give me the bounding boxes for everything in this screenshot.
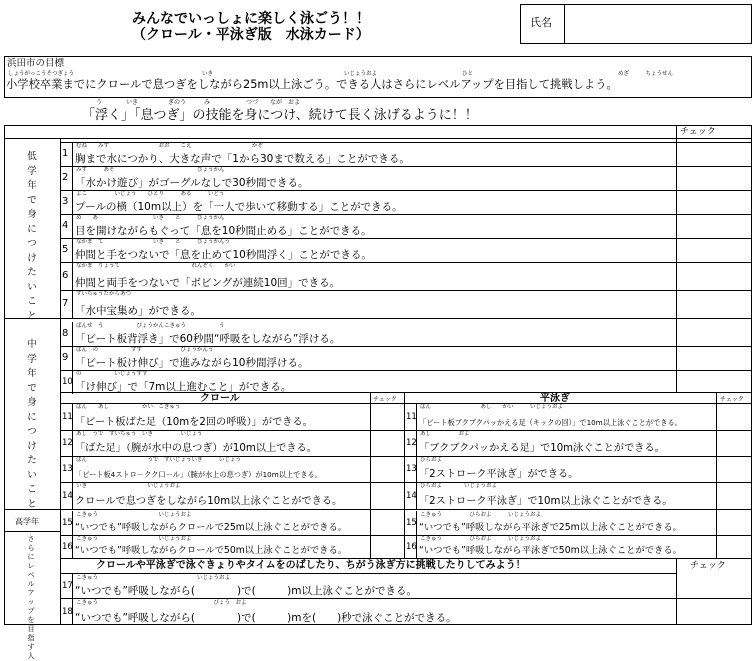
ruby: なかま りょうて れんぞく かい: [76, 263, 236, 269]
name-label: 氏名: [530, 16, 552, 29]
ruby: の いじょうすす: [76, 371, 148, 377]
check-header: チェック: [680, 127, 716, 137]
item-number: 11: [62, 411, 73, 422]
item-number: 11: [406, 411, 417, 422]
item-number: 13: [62, 464, 73, 474]
check-cell[interactable]: [370, 430, 404, 456]
ruby: めざ ちょうせん: [618, 71, 674, 77]
item-text: クロールで息つぎをしながら10m以上泳ぐことができる。: [75, 496, 343, 507]
ruby: あし およ: [420, 431, 470, 437]
item-text: 「ビート板背浮き」で60秒間“呼吸をしながら”浮ける。: [75, 333, 341, 345]
section-low: 低学年で身につけたいこと: [27, 151, 37, 322]
level-header: クロールや平泳ぎで泳ぐきょりやタイムをのばしたり、ちがう泳ぎ方に挑戦したりしてみよう！: [96, 560, 526, 571]
item-number: 17: [62, 581, 73, 591]
number-divider: [72, 290, 73, 318]
item-text: “いつでも”呼吸しながら平泳ぎで25m以上泳ぐことができる。: [419, 522, 682, 533]
item-text: 「ビート板4ストロ－クク口－ル」（腕が水上の息つぎ）が10m以上できる。: [75, 470, 322, 479]
check-cell[interactable]: [370, 482, 404, 509]
number-divider: [72, 262, 73, 290]
item-number: 12: [406, 438, 417, 448]
item-text: “いつでも”呼吸しながら平泳ぎで50m以上泳ぐことができる。: [419, 545, 682, 556]
number-divider: [72, 166, 73, 190]
ruby: いき いじょうおよ: [76, 483, 181, 489]
check-cell[interactable]: [676, 346, 752, 370]
item-number: 14: [406, 490, 417, 501]
item-text: 「水かけ遊び」がゴーグルなしで30秒間できる。: [75, 177, 309, 189]
check-cell[interactable]: [676, 322, 752, 346]
crawl-header: クロール: [200, 393, 240, 404]
item-text: “いつでも”呼吸しながら( )で( )mを( )秒で泳ぐことができる。: [75, 612, 457, 624]
item-text: 「ばた足」（腕が水中の息つぎ）が10m以上できる。: [75, 443, 317, 454]
slogan-text: 「浮く」「息つぎ」の技能を身につけ、続けて長く泳げるように！！: [82, 108, 478, 123]
item-number: 14: [62, 490, 73, 501]
check-header-breast: チェック: [720, 396, 744, 403]
ruby: め あ いき と びょうかん: [76, 215, 225, 221]
ruby: ばん うで すいじょういき いじょう: [76, 457, 242, 463]
item-text: 「ブクブクパッかえる足」で10m泳ぐことができる。: [419, 443, 665, 454]
breast-header: 平泳ぎ: [540, 393, 570, 404]
check-cell[interactable]: [716, 430, 752, 456]
check-cell[interactable]: [370, 403, 404, 430]
check-cell[interactable]: [676, 142, 752, 166]
ruby: いじょうおよ: [344, 71, 378, 77]
item-text: “いつでも”呼吸しながら( )で( )m以上泳ぐことができる。: [75, 585, 417, 597]
row-divider: [60, 142, 752, 143]
ruby: あし うで すいちゅう いき いじょう: [76, 431, 203, 437]
item-number: 13: [406, 464, 417, 474]
check-cell[interactable]: [676, 238, 752, 262]
ruby: ばん あし かい いじょうおよ: [420, 404, 564, 410]
item-number: 15: [62, 518, 73, 528]
goal-text: 小学校卒業までにクロールで息つぎをしながら25m以上泳ごう。できる人はさらにレベルアップを目指して挑戦しよう。: [6, 78, 618, 91]
ruby: ばん あし かい こきゅう: [76, 404, 181, 410]
check-cell[interactable]: [676, 290, 752, 318]
card-title: みんなでいっしょに楽しく泳ごう！！: [132, 11, 370, 27]
check-cell[interactable]: [716, 403, 752, 430]
item-number: 3: [62, 196, 69, 207]
ruby: ひらおよ いじょうおよ: [420, 483, 498, 489]
item-number: 18: [62, 607, 73, 617]
item-number: 7: [62, 298, 69, 309]
card-subtitle: （クロール・平泳ぎ版 水泳カード）: [132, 27, 370, 43]
item-number: 6: [62, 270, 69, 281]
ruby: こきゅう ひらおよ いじょうおよ: [420, 536, 542, 542]
row-divider: [60, 370, 752, 371]
ruby: すいちゅうたからあつ: [76, 291, 132, 297]
goal-label: 浜田市の目標: [7, 58, 65, 69]
item-text: 「ビート板ばた足（10mを2回の呼吸）」ができる。: [75, 417, 313, 428]
item-number: 8: [62, 328, 69, 339]
ruby: みず あそ びょうかん: [76, 167, 225, 173]
number-divider: [72, 346, 73, 370]
item-number: 9: [62, 352, 69, 363]
item-number: 10: [62, 377, 73, 387]
item-text: 「け伸び」で「7m以上進むこと」ができる。: [75, 381, 292, 393]
number-divider: [72, 238, 73, 262]
ruby: なかま て いき と びょうかんう: [76, 239, 231, 245]
section-mid: 中学年で身につけたいこと: [27, 339, 37, 510]
item-number: 12: [62, 438, 73, 448]
item-text: プールの横（10m以上）を「一人で歩いて移動する」ことができる。: [75, 201, 403, 213]
number-divider: [72, 142, 73, 166]
item-number: 16: [406, 541, 417, 552]
item-number: 4: [62, 220, 69, 231]
name-box: [520, 4, 752, 44]
item-text: 「2ストローク平泳ぎ」で10m以上泳ぐことができる。: [419, 496, 673, 507]
check-cell[interactable]: [370, 456, 404, 482]
ruby: こきゅう いじょうおよ: [76, 575, 231, 581]
ruby: ひと: [462, 71, 474, 77]
ruby: ばん の すす びょうかんう: [76, 347, 214, 353]
number-divider: [72, 322, 73, 346]
ruby: う いき ぎのう み つづ なが およ: [96, 99, 301, 106]
check-cell[interactable]: [676, 166, 752, 190]
check-cell[interactable]: [716, 482, 752, 509]
section-level: さらにレベルアップを目指す人: [27, 535, 35, 660]
ruby: いき: [202, 71, 214, 77]
check-cell[interactable]: [716, 456, 752, 482]
item-text: 「2ストローク平泳ぎ」ができる。: [419, 469, 579, 480]
item-number: 5: [62, 244, 69, 255]
item-text: 「ビート板け伸び」で進みながら10秒間浮ける。: [75, 357, 309, 369]
item-text: “いつでも”呼吸しながらクロールで50m以上泳ぐことができる。: [75, 545, 348, 556]
item-number: 15: [406, 518, 417, 528]
item-number: 2: [62, 172, 69, 183]
number-divider: [72, 214, 73, 238]
item-number: 16: [62, 541, 73, 552]
check-cell[interactable]: [676, 370, 752, 394]
ruby: こきゅう いじょうおよ: [76, 536, 192, 542]
check-cell[interactable]: [676, 190, 752, 214]
item-text: 「ビート板ブクブクパッかえる足（キックの回）」で10m以上泳ぐことができる。: [419, 418, 682, 427]
item-text: 胸まで水につかり、大きな声で「1から30まで数える」ことができる。: [75, 153, 410, 165]
ruby: よこ いじょう ひとり ある いどう: [76, 191, 225, 197]
check-divider: [716, 509, 717, 558]
ruby: ばんせ う びょうかんこきゅう う: [76, 323, 225, 329]
section-high: 高学年: [15, 517, 39, 526]
item-text: 「水中宝集め」ができる。: [75, 305, 201, 317]
check-cell[interactable]: [676, 214, 752, 238]
check-header-level: チェック: [690, 561, 726, 571]
item-text: “いつでも”呼吸しながらクロールで25m以上泳ぐことができる。: [75, 522, 348, 533]
ruby: しょうがっこうそつぎょう: [8, 71, 75, 77]
item-number: 1: [62, 148, 69, 159]
ruby: むね みず おお こえ かぞ: [76, 143, 264, 149]
ruby: こきゅう ひらおよ いじょうおよ: [420, 512, 542, 518]
check-cell[interactable]: [676, 262, 752, 290]
check-divider: [370, 509, 371, 558]
item-text: 仲間と両手をつないで「ボビングが連続10回」できる。: [75, 277, 341, 289]
item-text: 目を開けながらもぐって「息を10秒間止める」ことができる。: [75, 225, 372, 237]
number-divider: [72, 190, 73, 214]
row-divider: [60, 290, 752, 291]
ruby: こきゅう いじょうおよ: [76, 512, 192, 518]
goal-box: [4, 56, 752, 98]
check-header-crawl: チェック: [373, 396, 397, 403]
ruby: ひらおよ: [420, 457, 443, 463]
ruby: こきゅう びょう およ: [76, 600, 247, 606]
item-text: 仲間と手をつないで「息を止めて10秒間浮く」ことができる。: [75, 249, 372, 261]
